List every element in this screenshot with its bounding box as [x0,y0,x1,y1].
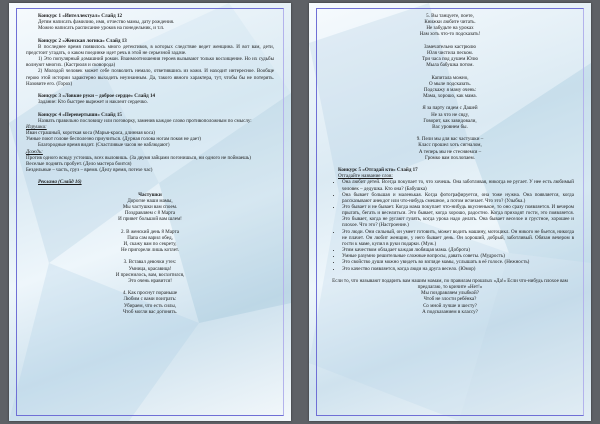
verse-line: Класс прошел хоть сигналом, [418,142,482,149]
final-line: Мы поздравляем улыбкой? [421,290,479,297]
song-name: Частушки [138,191,162,198]
verse-line: Это очень нравится! [128,277,172,284]
final-line: Со мной лучше и шесту? [423,302,477,309]
verse-line: Громко вам похлопаем. [424,154,476,161]
verse-line: 5. Вы танцуете, поете, [426,13,474,19]
contest-1-title: Конкурс 1 «Интеллектуал» Слайд 12 [38,13,123,19]
verse-line: Не за что не сяду, [431,111,469,118]
verse-line: Нам хоть что-то подсказать! [419,31,481,38]
contest-2-paragraph: В последнее время появилось много детективов, в которых следствие ведет женщина. И вот вам, дети, предстоит угадать, о каком поединке идет речь в этой не серьезной задаче. [26,43,274,56]
verse-line: Не забудьте на уроках [426,25,474,32]
verse-line: Чтоб могли вас догонять. [122,308,178,315]
verse-line: 4. Как проснут пораньше [122,290,178,297]
contest-1-line: Можно написать расписание уроков на понедельник, и т.п. [38,25,165,32]
page-left-text [26,13,274,413]
verse-line: И приснилось, вам, восхитился, [115,271,185,278]
contest-4-line: Умные поют голове бесполезно приучиться. (Дурная голова ногам покоя не дает) [26,136,201,143]
riddle-item: • Этим качеством обладает каждая любящая мама. (Доброта) [342,247,574,253]
riddle-item: • Это свойство души можно увидеть во взгляде мамы, услышать в её голосе. (Нежность) [342,259,574,265]
contest-4-paragraph: Назвать правильно пословицу или поговорку, заменив каждое слово противоположным по смыслу: [38,117,252,124]
verse-line: Умница, красавица! [128,265,172,272]
verse-line: 3. Вставал девочки утех: [123,259,177,266]
verse-line: Мыла бабушка потом. [426,62,474,69]
verse-line: Любим с вами поиграть: [123,296,177,303]
verse-line: И, скажу вам по секрету, [123,240,177,247]
verse-line: Вас уровнем бы. [432,123,468,130]
final-lines [326,290,574,315]
contest-2-paragraph: 2) Молодой человек может себе позволить немало, ответившись из кожи. И находит интересное. Вообще герою этой истории характерно выходить неузнанным. Да, такого явного характера, тут, чтобы бы не потерять. Назовите его. (Горох) [26,68,274,87]
verse-line: А теперь мы не стесняемся – [418,148,482,155]
verse-2 [26,229,274,254]
verse-line: Я за парту сядем с Дашей [422,105,478,112]
song-section-title: Реклама (Слайд 16) [38,179,82,186]
contest-3-task: Задание: Кто быстрее вырежет и наклеит сердечко. [38,99,148,106]
verse-line: Папа сам варил обед, [127,234,173,241]
riddle-item: • Это качество появляется, когда люди на друга весело. (Юмор) [342,266,574,272]
verse-7 [326,75,574,100]
verse-line: Три часа под душем Юлю [422,56,478,63]
final-paragraph: Если то, что называют подарить вам нашим мамам, по правилам прошлых «Да!» Если что-нибудь плохое вам предлагаю, то кричите «Нет!» [332,277,568,291]
contest-2-paragraph: 1) Это популярный домашний роман. Взаимоотношения героев вызывают только восхищение. Но их судьбы волнуют многих. (Кастрюля и сковорода) [26,56,274,69]
contest-4-line: Иван страшный, короткая коса (Марья-краса, длинная коса) [26,130,155,137]
contest-4-line: Против одного всюду устоишь, всех выловишь. (За двумя зайцами погонишься, ни одного не поймаешь) [26,154,251,161]
verse-line: Юля чистила песком. [426,49,473,56]
verse-8 [326,105,574,130]
contest-4-line: Благородные время видит. (Счастливые часов не наблюдают) [38,142,170,149]
final-line: Чтоб не злости ребёнка? [423,296,477,303]
contest-4-title: Конкурс 4 «Перевертыши» Слайд 15 [38,111,122,118]
final-line: А подсказанием в классу? [422,308,478,315]
verse-line: О мыле подсказать. [429,80,471,87]
verse-line: И привет большой вам шлем! [118,216,182,223]
contest-1-line: Детям написать фамилию, имя, отчество мамы, дату рождения. [38,19,175,26]
document-page-left [9,3,291,421]
contest-4-line: Игрушки: [26,123,47,130]
riddle-list [326,179,574,271]
riddle-item: • Это бывает и не бывает. Когда мама покупает что-нибудь вкусненькое, то оно сразу появляется. И вечером прыгать, бегать и веселиться. Это бывает, когда хорошо, радостно. Когда приходят гости, это появляется. Это бывает, когда не ругают гулять, когда урока надо делать. Она бывает веселое и грустное, хорошее и плохое. Что это? (Настроение.) [342,204,574,229]
riddle-item: • Она бывает большая и маленькая. Когда фотографируется, она тоже нужна. Она появляется, когда рассказывают анекдот или что-нибудь смешное, а потом исчезает. Что это? (Улыбка.) [342,192,574,204]
riddle-item: • Умные разумно решительные сложные вопросы, давать советы. (Мудрость) [342,253,574,259]
contest-5-subtitle: Отгадайте название слов: [338,173,393,180]
verse-9 [326,136,574,161]
contest-4-line: Дождь: [26,148,43,155]
verse-line: 2. В женский день 8 Марта [121,228,179,235]
verse-line: Говорит, как завидовали, [423,117,477,124]
verse-line: 9. Пели мы для вас частушки – [416,136,484,143]
verse-line: Поздравляем с 8 Марта [124,210,176,217]
verse-line: Капитала можно, [431,74,469,81]
verse-line: Замечательно кастрюлю [423,43,477,50]
verse-4 [26,290,274,315]
contest-2-title: Конкурс 2 «Женская логика» Слайд 13 [38,37,127,44]
contest-5-title: Конкурс 5 «Отгадай кто» Слайд 17 [338,167,418,174]
verse-line: Книжки любите читать. [424,19,476,26]
verse-5 [326,13,574,38]
verse-line: Убираем, что есть силы, [123,302,177,309]
contest-4-line: Бездельные – часть, груз – время. (Делу время, потехе час) [26,167,153,173]
document-page-right [309,3,591,421]
verse-6 [326,44,574,69]
page-right-text [326,13,574,413]
contest-4-line: Веселые поднять пробует. (Дело мастера боится) [26,160,132,167]
verse-line: Мама, хорошо, как мама. [423,93,477,100]
verse-line: Мы частушки вам споем. [122,204,178,210]
verse-line: Не пригорели лишь котлет. [120,247,180,254]
riddle-item: • Это люди. Они сильный, он умеет готовить, может водить машину, мотоцикл. Он никого не бьется, никогда не плачет. Он любит женщин, у него бывает день. Он хороший, добрый, заботливый. Обязан вечером в гости к маме, купил в руки подарки. (Муж.) [342,229,574,247]
riddle-item: • Она любит детей. Всегда покупает то, что хочешь. Она заботливая, никогда не ругает. У нее есть любимый человек – дедушка. Кто она? (Бабушка) [342,179,574,191]
verse-1 [26,198,274,223]
verse-line: Дорогие наши мамы, [127,197,173,204]
verse-3 [26,259,274,284]
contest-3-title: Конкурс 3 «Ловкие руки – доброе сердце» Слайд 14 [38,93,155,100]
verse-line: Подскажу я маму очень: [423,86,477,93]
